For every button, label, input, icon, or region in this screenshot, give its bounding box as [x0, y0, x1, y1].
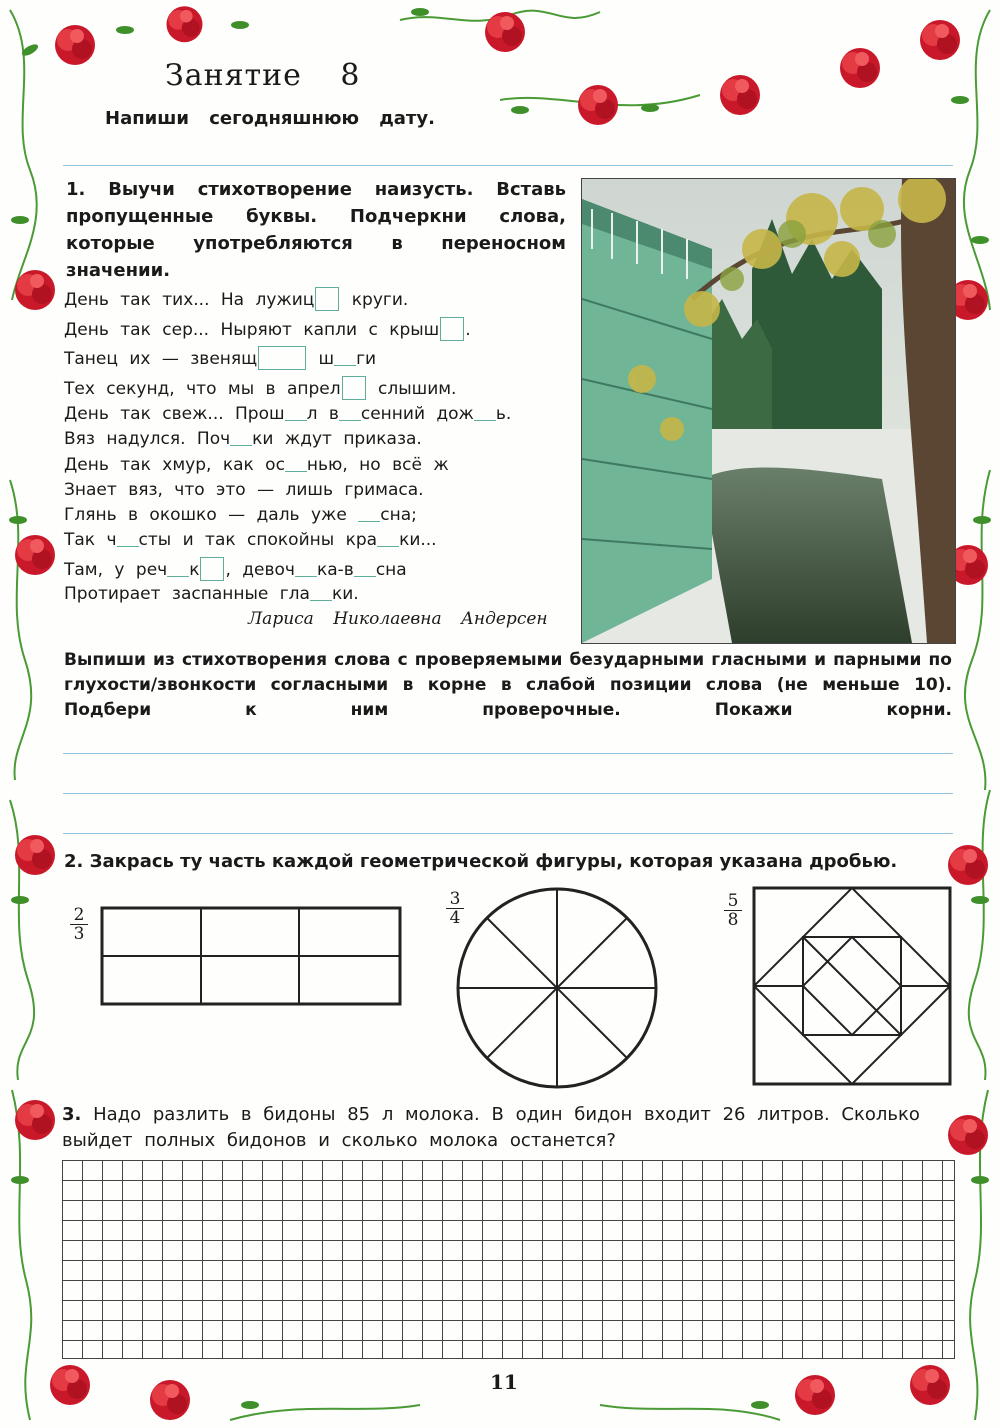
- poem-text: Танец их — звенящ: [64, 349, 258, 369]
- letter-blank-input[interactable]: [377, 532, 399, 547]
- poem-text: День так свеж... Прош: [64, 404, 285, 424]
- poem-text: Глянь в окошко — даль уже: [64, 505, 359, 525]
- poem-text: нью, но всё ж: [306, 455, 449, 475]
- poem-text: День так тих... На лужиц: [64, 290, 315, 310]
- poem-text: круги.: [340, 290, 409, 310]
- poem-line: [64, 429, 422, 449]
- task2-prompt: [64, 848, 954, 875]
- letter-blank-input[interactable]: [339, 406, 361, 421]
- lesson-number: 8: [340, 58, 361, 93]
- fraction-two-thirds: [70, 906, 88, 943]
- poem-text: .: [465, 320, 471, 340]
- lesson-label: Занятие: [165, 58, 302, 93]
- poem-text: л в: [306, 404, 339, 424]
- letter-blank-input[interactable]: [295, 562, 317, 577]
- letter-blank-input[interactable]: [358, 507, 380, 522]
- lesson-title: [165, 58, 360, 93]
- letter-blank-input[interactable]: [285, 406, 307, 421]
- poem-text: Знает вяз, что это — лишь гримаса.: [64, 480, 424, 500]
- poem-text: ка-в: [316, 560, 354, 580]
- fraction-denominator: 4: [449, 908, 461, 928]
- letter-blank-input[interactable]: [354, 562, 376, 577]
- task3-text: Надо разлить в бидоны 85 л молока. В один бидон входит 26 литров. Сколько выйдет полных бидонов и сколько молока останется?: [62, 1104, 920, 1151]
- letter-box-input[interactable]: [258, 346, 306, 370]
- poem-text: ь.: [495, 404, 512, 424]
- poem-line: [64, 530, 437, 550]
- letter-blank-input[interactable]: [474, 406, 496, 421]
- poem-text: ки...: [399, 530, 437, 550]
- letter-box-input[interactable]: [440, 317, 464, 341]
- poem-line: [64, 404, 511, 424]
- answer-grid[interactable]: [62, 1160, 955, 1359]
- poem-text: Вяз надулся. Поч: [64, 429, 231, 449]
- poem-text: Так ч: [64, 530, 117, 550]
- task2-number: 2.: [64, 851, 84, 872]
- letter-box-input[interactable]: [342, 376, 366, 400]
- letter-blank-input[interactable]: [285, 457, 307, 472]
- square-figure[interactable]: [752, 886, 952, 1086]
- poem-text: сна;: [380, 505, 417, 525]
- fraction-numerator: 5: [724, 892, 742, 911]
- poem-text: День так хмур, как ос: [64, 455, 285, 475]
- poem-text: к: [189, 560, 200, 580]
- letter-blank-input[interactable]: [334, 351, 356, 366]
- page-number: 11: [490, 1370, 518, 1394]
- circle-figure[interactable]: [455, 886, 659, 1090]
- task1-prompt: [66, 176, 566, 284]
- date-prompt: Напиши сегодняшнюю дату.: [105, 108, 435, 129]
- poem-line: [64, 557, 407, 581]
- poem-text: сна: [375, 560, 407, 580]
- poem-text: ки ждут приказа.: [252, 429, 422, 449]
- letter-blank-input[interactable]: [230, 431, 252, 446]
- letter-blank-input[interactable]: [310, 586, 332, 601]
- task1-text: Выучи стихотворение наизусть. Вставь пропущенные буквы. Подчеркни слова, которые употребляются в переносном значении.: [66, 179, 566, 281]
- answer-line: [63, 165, 953, 166]
- poem-line: [64, 376, 456, 400]
- poem-text: День так сер... Ныряют капли с крыш: [64, 320, 440, 340]
- task1-number: 1.: [66, 179, 86, 200]
- poem-line: [64, 346, 376, 370]
- letter-blank-input[interactable]: [117, 532, 139, 547]
- poem-line: [64, 480, 424, 500]
- rectangle-figure[interactable]: [100, 906, 404, 1008]
- poem-line: [64, 505, 417, 525]
- task1-instruction: Выпиши из стихотворения слова с проверяемыми безударными гласными и парными по глухости/звонкости согласными в корне в слабой позиции слова (не меньше 10). Подбери к ним проверочные. Покажи корни.: [64, 650, 952, 720]
- fraction-denominator: 3: [73, 924, 85, 944]
- poem-text: Там, у реч: [64, 560, 168, 580]
- poem-text: ги: [356, 349, 377, 369]
- poem-text: сты и так спокойны кра: [138, 530, 378, 550]
- fraction-numerator: 2: [70, 906, 88, 925]
- fraction-denominator: 8: [727, 910, 739, 930]
- poem-text: ш: [307, 349, 335, 369]
- poem-text: Протирает заспанные гла: [64, 584, 310, 604]
- answer-line[interactable]: [63, 793, 953, 794]
- task3-prompt: [62, 1102, 952, 1154]
- spring-landscape-painting: [581, 178, 956, 644]
- fraction-numerator: 3: [446, 890, 464, 909]
- poem-line: [64, 317, 471, 341]
- answer-line[interactable]: [63, 833, 953, 834]
- task2-text: Закрась ту часть каждой геометрической фигуры, которая указана дробью.: [89, 851, 898, 872]
- answer-line[interactable]: [63, 753, 953, 754]
- poem-text: ки.: [331, 584, 359, 604]
- poem-line: [64, 287, 408, 311]
- poem-text: сенний дож: [360, 404, 474, 424]
- poem-text: Тех секунд, что мы в апрел: [64, 379, 341, 399]
- poem-author: Лариса Николаевна Андерсен: [248, 609, 548, 629]
- poem-line: [64, 584, 359, 604]
- letter-box-input[interactable]: [315, 287, 339, 311]
- letter-box-input[interactable]: [200, 557, 224, 581]
- poem-line: [64, 455, 449, 475]
- poem-text: слышим.: [366, 379, 457, 399]
- task3-number: 3.: [62, 1104, 82, 1125]
- fraction-five-eighths: [724, 892, 742, 929]
- letter-blank-input[interactable]: [167, 562, 189, 577]
- poem-text: , девоч: [225, 560, 295, 580]
